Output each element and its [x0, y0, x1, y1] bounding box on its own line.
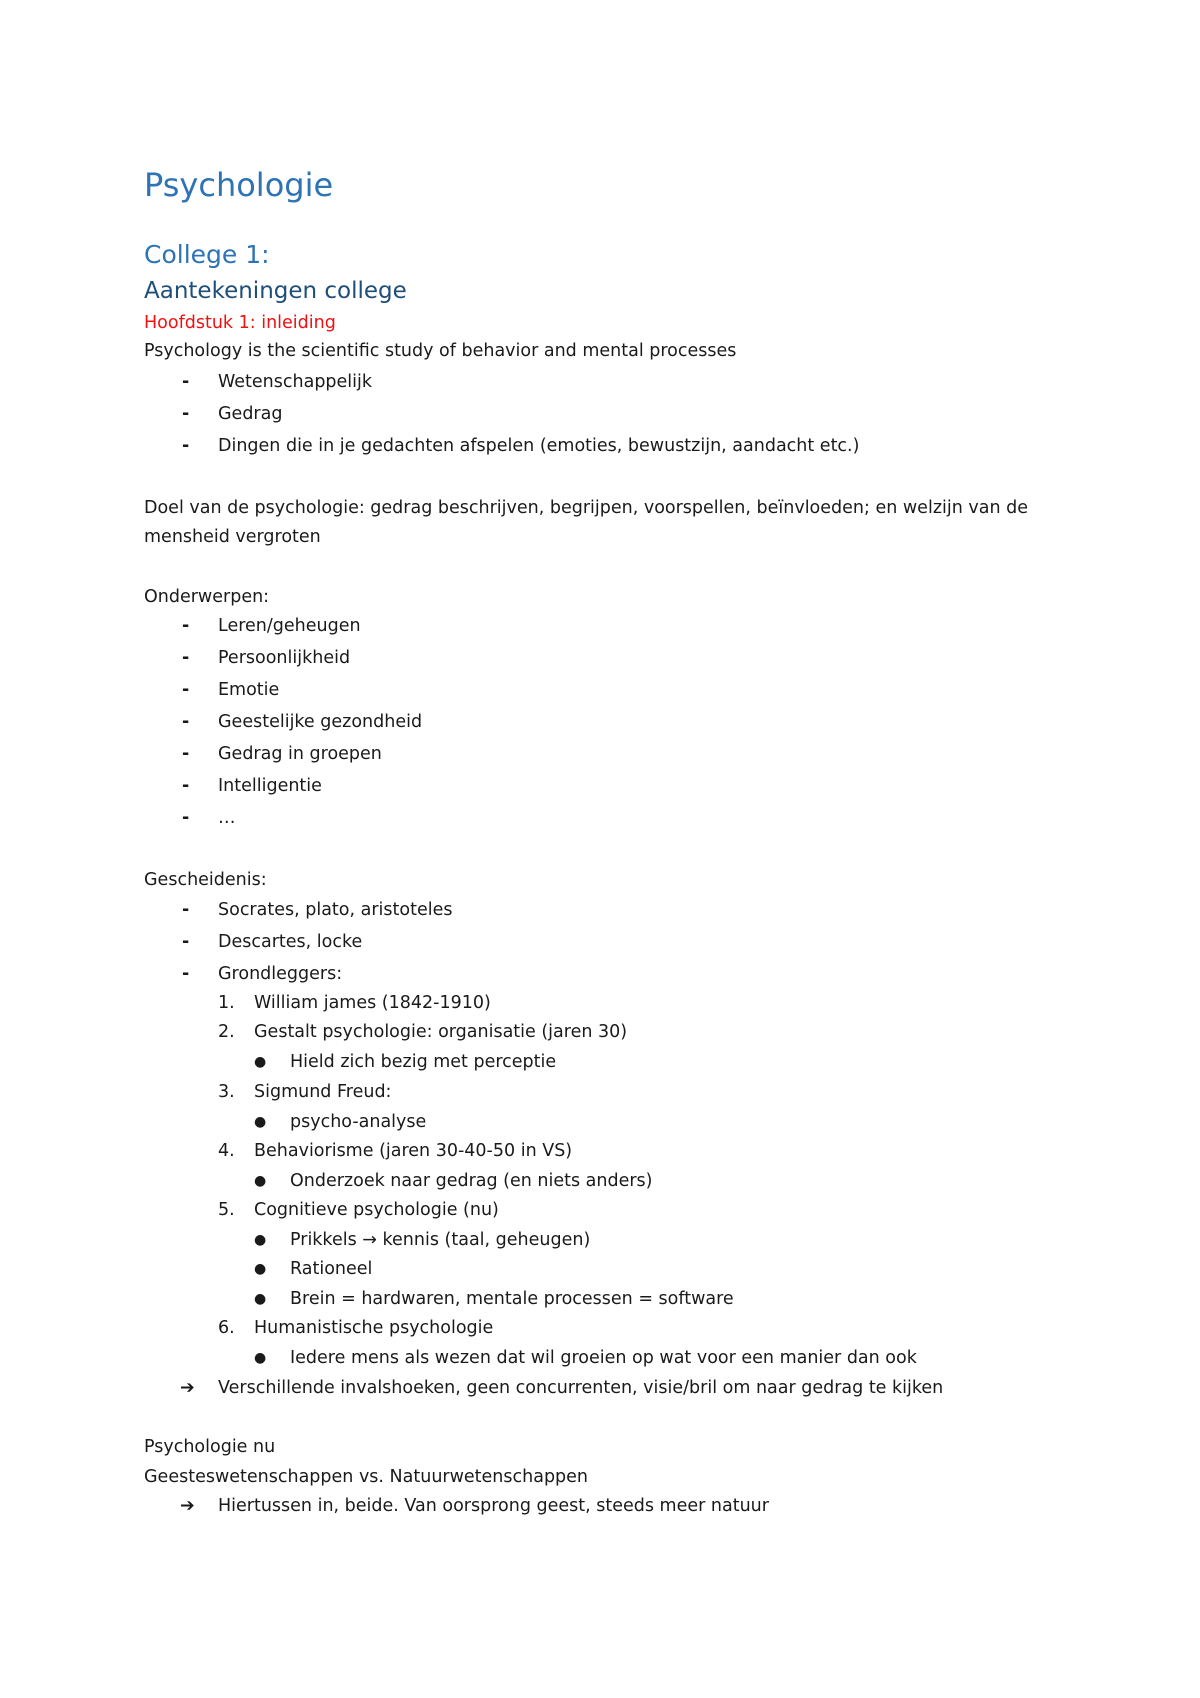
sub-bullet-item	[290, 1228, 590, 1252]
dash-bullet: -	[182, 776, 190, 796]
bullet-dot: ●	[254, 1350, 267, 1366]
dash-bullet: -	[182, 648, 190, 668]
onderwerpen-label: Onderwerpen:	[144, 587, 270, 607]
list-item: Leren/geheugen	[218, 616, 361, 636]
wetenschappen-text: Geesteswetenschappen vs. Natuurwetenschappen	[144, 1467, 589, 1487]
arrow-icon: →	[362, 1230, 377, 1250]
numbered-item: Cognitieve psychologie (nu)	[254, 1200, 499, 1220]
list-item: Grondleggers:	[218, 964, 343, 984]
dash-bullet: -	[182, 900, 190, 920]
numbered-item: Gestalt psychologie: organisatie (jaren 30)	[254, 1022, 628, 1042]
sub-bullet-item: Iedere mens als wezen dat wil groeien op wat voor een manier dan ook	[290, 1348, 917, 1368]
geschiedenis-label: Gescheidenis:	[144, 870, 267, 890]
list-number: 3.	[218, 1082, 235, 1102]
doel-text-line1: Doel van de psychologie: gedrag beschrijven, begrijpen, voorspellen, beïnvloeden; en welzijn van de	[144, 498, 1028, 518]
dash-bullet: -	[182, 436, 190, 456]
sub-bullet-item: Onderzoek naar gedrag (en niets anders)	[290, 1171, 653, 1191]
bullet-dot: ●	[254, 1232, 267, 1248]
list-item: Persoonlijkheid	[218, 648, 351, 668]
dash-bullet: -	[182, 680, 190, 700]
dash-bullet: -	[182, 808, 190, 828]
list-number: 1.	[218, 993, 235, 1013]
prikkels-text: Prikkels	[290, 1230, 357, 1250]
bullet-dot: ●	[254, 1261, 267, 1277]
arrow-icon: ➔	[180, 1378, 195, 1398]
list-item: Wetenschappelijk	[218, 372, 373, 392]
sub-bullet-item: psycho-analyse	[290, 1112, 427, 1132]
numbered-item: William james (1842-1910)	[254, 993, 491, 1013]
list-number: 2.	[218, 1022, 235, 1042]
dash-bullet: -	[182, 404, 190, 424]
sub-bullet-item: Hield zich bezig met perceptie	[290, 1052, 557, 1072]
bullet-dot: ●	[254, 1054, 267, 1070]
sub-bullet-item: Rationeel	[290, 1259, 373, 1279]
list-number: 4.	[218, 1141, 235, 1161]
list-item: Geestelijke gezondheid	[218, 712, 423, 732]
bullet-dot: ●	[254, 1114, 267, 1130]
list-item: Intelligentie	[218, 776, 322, 796]
conclusie-text: Verschillende invalshoeken, geen concurrenten, visie/bril om naar gedrag te kijken	[218, 1378, 944, 1398]
list-number: 5.	[218, 1200, 235, 1220]
heading-college: College 1:	[144, 240, 270, 269]
intro-text: Psychology is the scientific study of behavior and mental processes	[144, 341, 737, 361]
list-item: …	[218, 808, 236, 828]
dash-bullet: -	[182, 964, 190, 984]
list-item: Socrates, plato, aristoteles	[218, 900, 453, 920]
numbered-item: Sigmund Freud:	[254, 1082, 392, 1102]
dash-bullet: -	[182, 712, 190, 732]
list-item: Gedrag	[218, 404, 283, 424]
kennis-text: kennis (taal, geheugen)	[382, 1230, 591, 1250]
list-item: Dingen die in je gedachten afspelen (emoties, bewustzijn, aandacht etc.)	[218, 436, 860, 456]
sub-bullet-item: Brein = hardwaren, mentale processen = software	[290, 1289, 734, 1309]
dash-bullet: -	[182, 744, 190, 764]
dash-bullet: -	[182, 616, 190, 636]
document-title: Psychologie	[144, 166, 334, 204]
dash-bullet: -	[182, 372, 190, 392]
arrow-icon: ➔	[180, 1496, 195, 1516]
heading-hoofdstuk: Hoofdstuk 1: inleiding	[144, 313, 336, 333]
list-item: Emotie	[218, 680, 280, 700]
dash-bullet: -	[182, 932, 190, 952]
list-item: Gedrag in groepen	[218, 744, 382, 764]
bullet-dot: ●	[254, 1173, 267, 1189]
heading-aantekeningen: Aantekeningen college	[144, 278, 407, 304]
numbered-item: Behaviorisme (jaren 30-40-50 in VS)	[254, 1141, 573, 1161]
psychologie-nu-label: Psychologie nu	[144, 1437, 276, 1457]
doel-text-line2: mensheid vergroten	[144, 527, 321, 547]
list-item: Descartes, locke	[218, 932, 363, 952]
hiertussen-text: Hiertussen in, beide. Van oorsprong geest, steeds meer natuur	[218, 1496, 769, 1516]
bullet-dot: ●	[254, 1291, 267, 1307]
list-number: 6.	[218, 1318, 235, 1338]
numbered-item: Humanistische psychologie	[254, 1318, 494, 1338]
